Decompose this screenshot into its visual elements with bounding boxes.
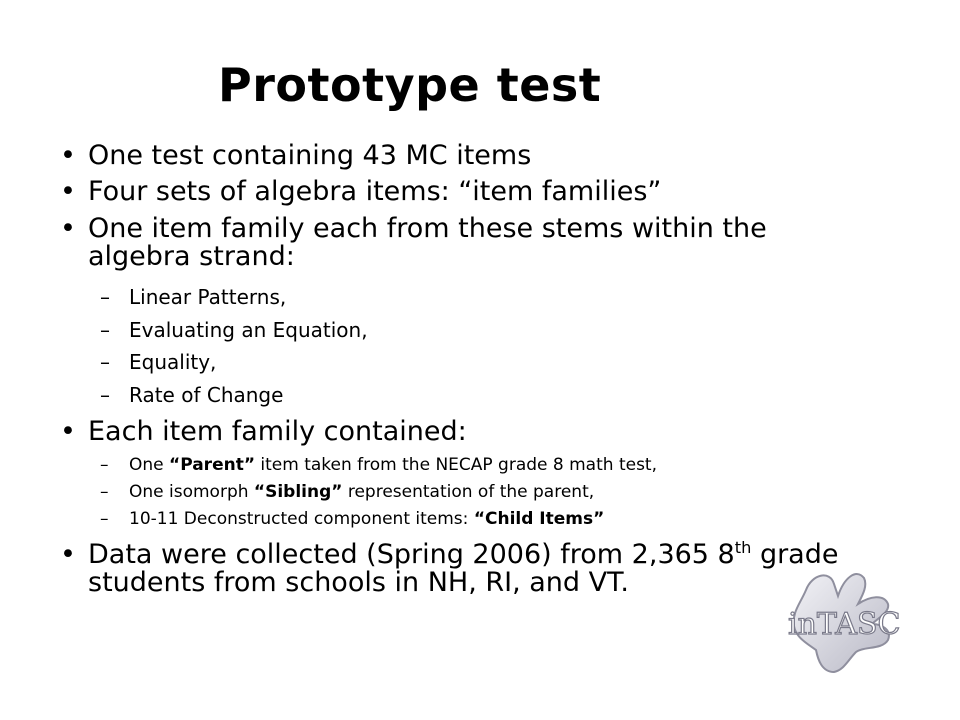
bullet-dot: •	[60, 416, 76, 447]
hand-logo-icon	[778, 548, 908, 678]
text-run: representation of the parent,	[342, 482, 595, 502]
text-run: grade students from schools in NH, RI, and VT.	[88, 539, 839, 598]
sub-bullet-item	[100, 351, 216, 373]
text-run: item taken from the NECAP grade 8 math test,	[255, 455, 657, 475]
bullet-text: One test containing 43 MC items	[88, 140, 532, 171]
bullet-item	[60, 538, 840, 598]
emphasis-text: “Sibling”	[253, 482, 343, 502]
sub-bullet-dash: –	[100, 350, 110, 374]
text-run: 10-11 Deconstructed component items:	[129, 509, 474, 529]
sub-bullet-item	[100, 286, 286, 308]
sub-bullet-text: Evaluating an Equation,	[129, 318, 368, 342]
sub-bullet-dash: –	[100, 455, 109, 475]
bullet-dot: •	[60, 140, 76, 171]
bullet-item	[60, 215, 840, 271]
sub-bullet-text: Equality,	[129, 350, 217, 374]
sub-bullet-dash: –	[100, 509, 109, 529]
bullet-dot: •	[60, 176, 76, 207]
slide-title: Prototype test	[218, 58, 602, 112]
text-run: One	[129, 455, 170, 475]
logo-text: inTASC	[788, 607, 901, 642]
bullet-text	[88, 538, 840, 598]
bullet-text: Four sets of algebra items: “item families”	[88, 176, 662, 207]
superscript: th	[734, 538, 752, 557]
sub-bullet-text: Rate of Change	[129, 383, 284, 407]
bullet-dot: •	[60, 213, 76, 244]
sub-bullet-item	[100, 384, 283, 406]
sub-bullet-item	[100, 319, 368, 341]
bullet-text: One item family each from these stems within the algebra strand:	[88, 213, 767, 272]
sub-bullet-item	[100, 481, 594, 503]
bullet-item	[60, 178, 840, 206]
sub-bullet-dash: –	[100, 285, 110, 309]
sub-bullet-dash: –	[100, 482, 109, 502]
sub-bullet-text	[129, 508, 604, 530]
bullet-text: Each item family contained:	[88, 416, 467, 447]
emphasis-text: “Parent”	[169, 455, 255, 475]
bullet-item	[60, 142, 840, 170]
text-run: Data were collected (Spring 2006) from 2,365 8	[88, 539, 735, 570]
sub-bullet-text: Linear Patterns,	[129, 285, 287, 309]
text-run: One isomorph	[129, 482, 254, 502]
bullet-dot: •	[60, 539, 76, 570]
sub-bullet-text	[129, 481, 594, 503]
sub-bullet-item	[100, 508, 604, 530]
sub-bullet-dash: –	[100, 383, 110, 407]
sub-bullet-text	[129, 454, 657, 476]
emphasis-text: “Child Items”	[473, 509, 605, 529]
bullet-item	[60, 418, 840, 446]
sub-bullet-dash: –	[100, 318, 110, 342]
sub-bullet-item	[100, 454, 657, 476]
